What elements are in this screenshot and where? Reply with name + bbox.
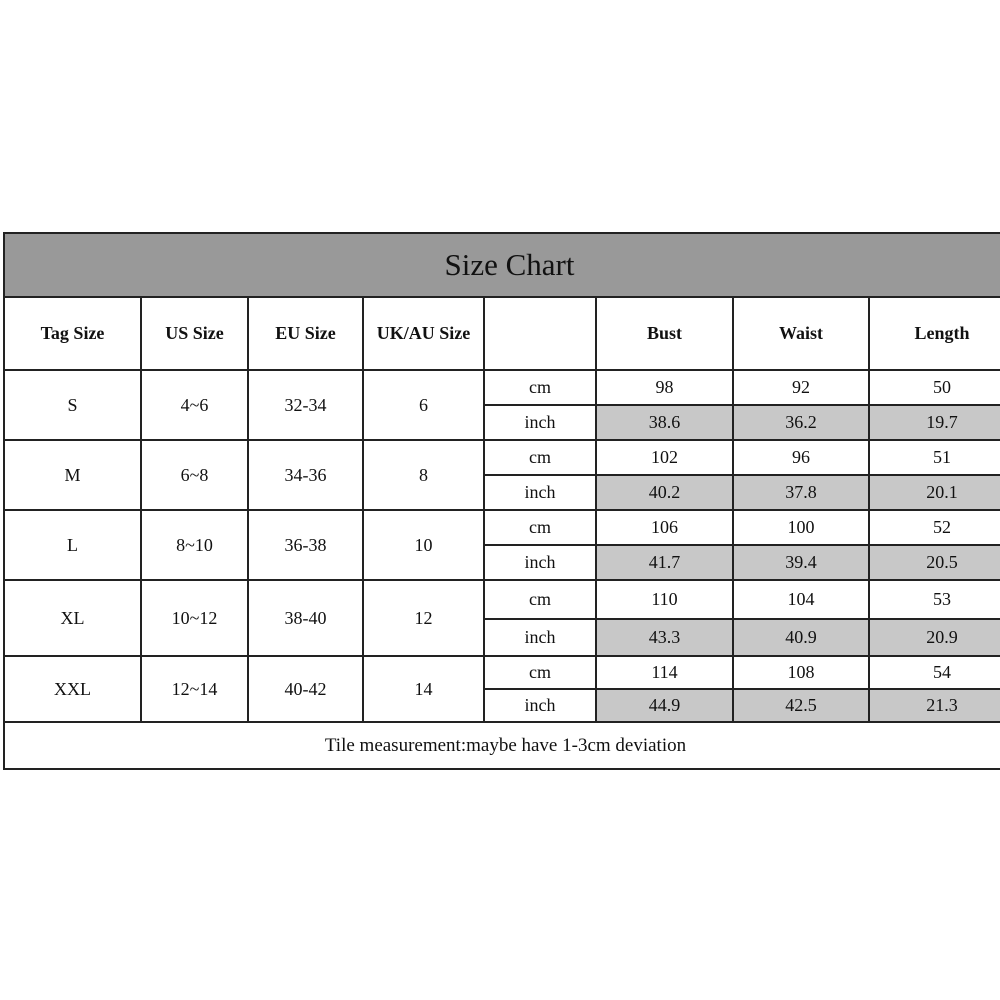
unit-cm: cm <box>484 370 596 405</box>
length-cm: 50 <box>869 370 1000 405</box>
bust-inch: 38.6 <box>596 405 733 440</box>
header-bust: Bust <box>596 297 733 370</box>
waist-inch: 37.8 <box>733 475 869 510</box>
bust-cm: 114 <box>596 656 733 689</box>
header-us-size: US Size <box>141 297 248 370</box>
length-inch: 21.3 <box>869 689 1000 722</box>
waist-inch: 40.9 <box>733 619 869 656</box>
header-uk-au-size: UK/AU Size <box>363 297 484 370</box>
bust-cm: 98 <box>596 370 733 405</box>
waist-cm: 108 <box>733 656 869 689</box>
table-row <box>4 440 1000 475</box>
tag-size: S <box>4 370 141 440</box>
tag-size: XXL <box>4 656 141 722</box>
bust-inch: 44.9 <box>596 689 733 722</box>
header-eu-size: EU Size <box>248 297 363 370</box>
length-inch: 20.5 <box>869 545 1000 580</box>
table-row <box>4 510 1000 545</box>
us-size: 4~6 <box>141 370 248 440</box>
uk-au-size: 14 <box>363 656 484 722</box>
uk-au-size: 10 <box>363 510 484 580</box>
length-cm: 54 <box>869 656 1000 689</box>
eu-size: 34-36 <box>248 440 363 510</box>
waist-inch: 42.5 <box>733 689 869 722</box>
waist-cm: 104 <box>733 580 869 619</box>
header-row <box>4 297 1000 370</box>
tag-size: L <box>4 510 141 580</box>
tag-size: M <box>4 440 141 510</box>
chart-title: Size Chart <box>4 233 1000 297</box>
us-size: 6~8 <box>141 440 248 510</box>
waist-cm: 100 <box>733 510 869 545</box>
length-cm: 53 <box>869 580 1000 619</box>
eu-size: 32-34 <box>248 370 363 440</box>
header-unit <box>484 297 596 370</box>
uk-au-size: 12 <box>363 580 484 656</box>
length-inch: 20.1 <box>869 475 1000 510</box>
size-chart <box>3 232 1000 770</box>
waist-cm: 96 <box>733 440 869 475</box>
bust-cm: 102 <box>596 440 733 475</box>
us-size: 10~12 <box>141 580 248 656</box>
unit-inch: inch <box>484 475 596 510</box>
us-size: 12~14 <box>141 656 248 722</box>
length-inch: 20.9 <box>869 619 1000 656</box>
header-waist: Waist <box>733 297 869 370</box>
table-row <box>4 370 1000 405</box>
bust-cm: 106 <box>596 510 733 545</box>
unit-cm: cm <box>484 510 596 545</box>
waist-cm: 92 <box>733 370 869 405</box>
waist-inch: 39.4 <box>733 545 869 580</box>
size-chart-table <box>3 232 1000 770</box>
eu-size: 36-38 <box>248 510 363 580</box>
bust-inch: 40.2 <box>596 475 733 510</box>
length-inch: 19.7 <box>869 405 1000 440</box>
tag-size: XL <box>4 580 141 656</box>
measurement-note <box>4 722 1000 769</box>
uk-au-size: 6 <box>363 370 484 440</box>
unit-cm: cm <box>484 440 596 475</box>
header-tag-size: Tag Size <box>4 297 141 370</box>
table-row <box>4 656 1000 689</box>
length-cm: 51 <box>869 440 1000 475</box>
eu-size: 38-40 <box>248 580 363 656</box>
header-length: Length <box>869 297 1000 370</box>
bust-cm: 110 <box>596 580 733 619</box>
unit-cm: cm <box>484 656 596 689</box>
bust-inch: 43.3 <box>596 619 733 656</box>
us-size: 8~10 <box>141 510 248 580</box>
table-row <box>4 580 1000 619</box>
unit-cm: cm <box>484 580 596 619</box>
bust-inch: 41.7 <box>596 545 733 580</box>
unit-inch: inch <box>484 689 596 722</box>
unit-inch: inch <box>484 619 596 656</box>
unit-inch: inch <box>484 545 596 580</box>
uk-au-size: 8 <box>363 440 484 510</box>
measurement-note-text: Tile measurement:maybe have 1-3cm deviation <box>324 734 687 756</box>
waist-inch: 36.2 <box>733 405 869 440</box>
eu-size: 40-42 <box>248 656 363 722</box>
unit-inch: inch <box>484 405 596 440</box>
length-cm: 52 <box>869 510 1000 545</box>
